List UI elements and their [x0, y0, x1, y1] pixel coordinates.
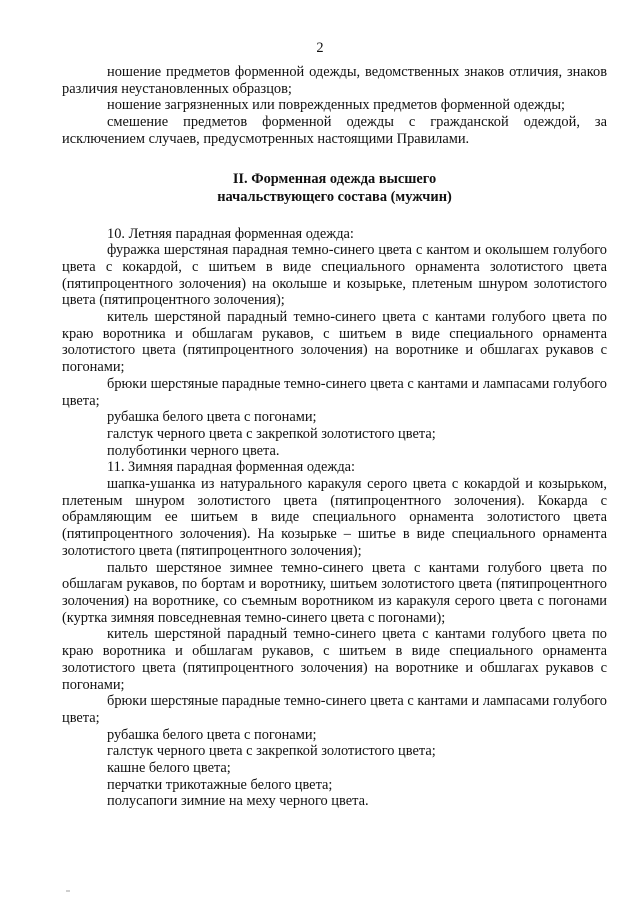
clause-heading: 10. Летняя парадная форменная одежда:: [107, 225, 354, 242]
paragraph: ношение предметов форменной одежды, ведомственных знаков отличия, знаков различия неустановленных образцов;: [62, 64, 607, 97]
list-item: брюки шерстяные парадные темно-синего цвета с кантами и лампасами голубого цвета;: [62, 375, 607, 409]
list-item: перчатки трикотажные белого цвета;: [107, 776, 333, 793]
document-body: [62, 64, 607, 810]
list-item: китель шерстяной парадный темно-синего цвета с кантами голубого цвета по краю воротника и обшлагам рукавов, с шитьем в виде специального орнамента золотистого цвета (пятипроцентного золочения) на воротнике и обшлагах рукавов с погонами;: [62, 309, 607, 376]
list-item: полусапоги зимние на меху черного цвета.: [107, 793, 369, 810]
section-heading-line-2: начальствующего состава (мужчин): [217, 188, 452, 205]
clause-heading: 11. Зимняя парадная форменная одежда:: [107, 459, 356, 476]
scan-speck: [66, 890, 70, 892]
list-item: полуботинки черного цвета.: [107, 442, 280, 459]
list-item: рубашка белого цвета с погонами;: [107, 409, 317, 426]
list-item: кашне белого цвета;: [107, 760, 231, 777]
list-item: галстук черного цвета с закрепкой золотистого цвета;: [107, 425, 436, 442]
list-item: китель шерстяной парадный темно-синего цвета с кантами голубого цвета по краю воротника и обшлагам рукавов, с шитьем в виде специального орнамента золотистого цвета (пятипроцентного золочения) на воротнике и обшлагах рукавов с погонами;: [62, 626, 607, 693]
list-item: пальто шерстяное зимнее темно-синего цвета с кантами голубого цвета по обшлагам рукавов, по бортам и воротнику, шитьем золотистого цвета (пятипроцентного золочения) на воротнике, со съемным воротником из каракуля серого цвета с погонами (куртка зимняя повседневная темно-синего цвета с погонами);: [62, 559, 607, 626]
list-item: рубашка белого цвета с погонами;: [107, 726, 317, 743]
paragraph: смешение предметов форменной одежды с гражданской одеждой, за исключением случаев, предусмотренных настоящими Правилами.: [62, 114, 607, 147]
list-item: галстук черного цвета с закрепкой золотистого цвета;: [107, 743, 436, 760]
list-item: шапка-ушанка из натурального каракуля серого цвета с кокардой и козырьком, плетеным шнуром золотистого цвета (пятипроцентного золочения). Кокарда с обрамляющим ее шитьем в виде специального орнамента золотистого цвета (пятипроцентного золочения). На козырьке – шитье в виде специального орнамента золотистого цвета (пятипроцентного золочения);: [62, 476, 607, 559]
section-heading: [62, 170, 607, 206]
section-heading-line-1: II. Форменная одежда высшего: [232, 170, 437, 187]
page-number: 2: [316, 40, 324, 56]
list-item: брюки шерстяные парадные темно-синего цвета с кантами и лампасами голубого цвета;: [62, 693, 607, 726]
paragraph: ношение загрязненных или поврежденных предметов форменной одежды;: [107, 97, 566, 114]
list-item: фуражка шерстяная парадная темно-синего цвета с кантом и околышем голубого цвета с кокардой, с шитьем в виде специального орнамента золотистого цвета (пятипроцентного золочения) на околыше и козырьке, плетеным шнуром золотистого цвета (пятипроцентного золочения);: [62, 242, 607, 309]
